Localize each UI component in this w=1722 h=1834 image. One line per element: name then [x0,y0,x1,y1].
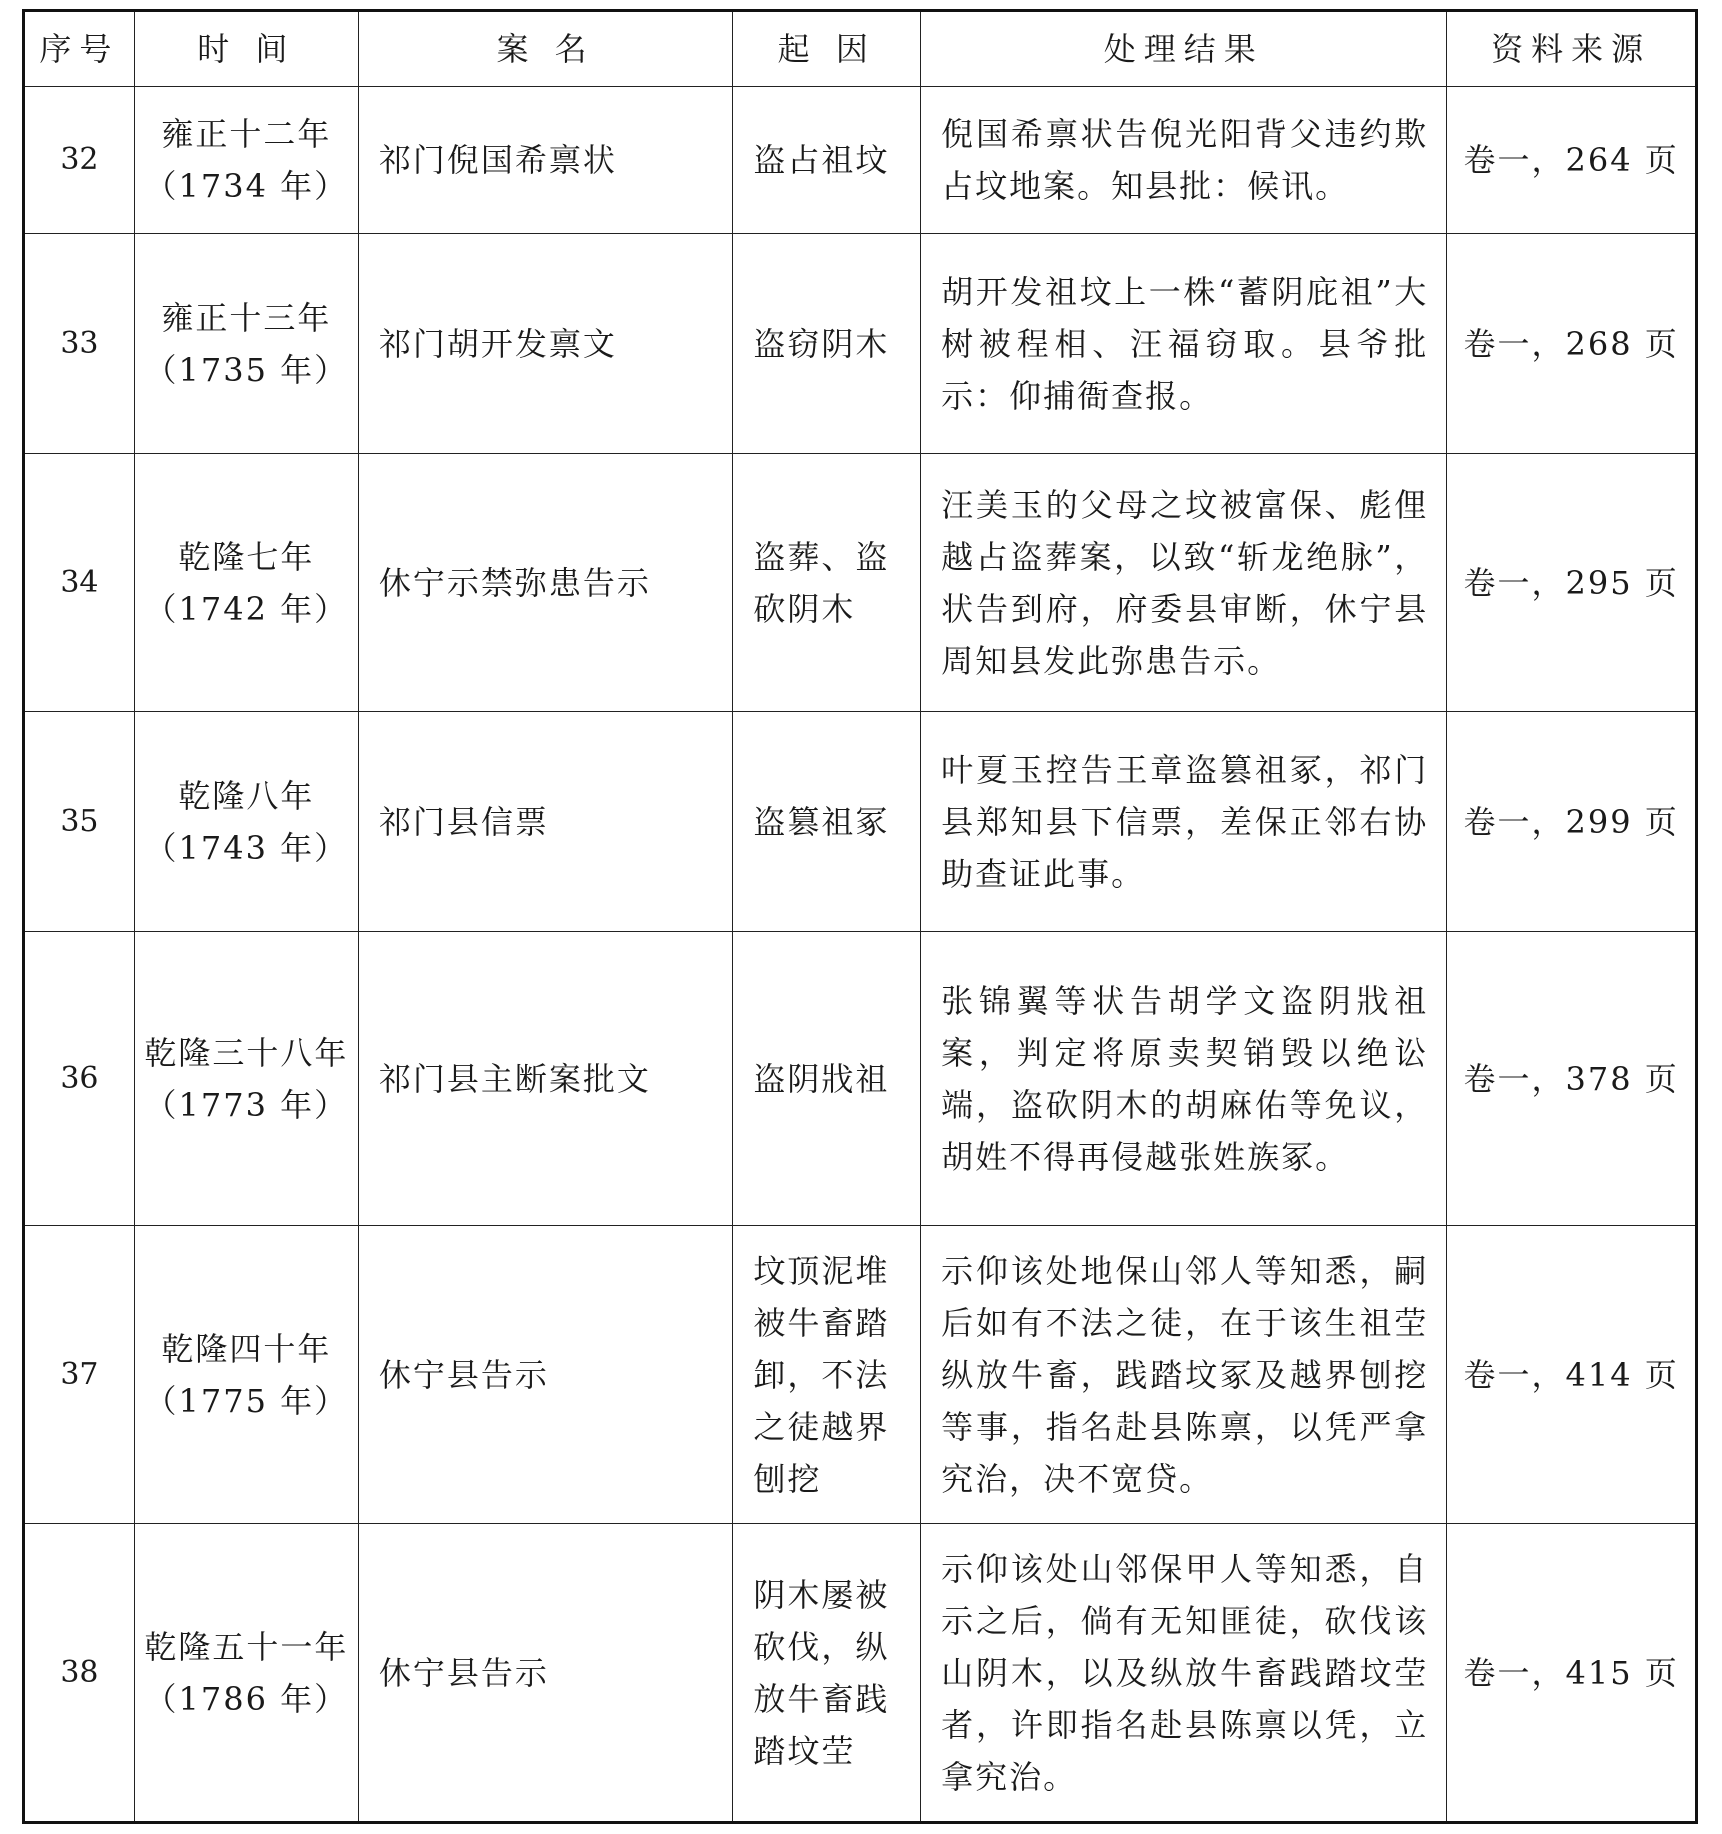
table-row [24,234,1697,454]
cell-result: 示仰该处山邻保甲人等知悉，自示之后，倘有无知匪徒，砍伐该山阴木，以及纵放牛畜践踏坟茔者，许即指名赴县陈禀以凭，立拿究治。 [921,1524,1447,1823]
cell-source: 卷一，414 页 [1447,1226,1697,1524]
table-row [24,454,1697,712]
cell-time: 乾隆四十年（1775 年） [134,1226,358,1524]
cell-source: 卷一，268 页 [1447,234,1697,454]
cell-no: 33 [24,234,135,454]
cell-result: 胡开发祖坟上一株“蓄阴庇祖”大树被程相、汪福窃取。县爷批示：仰捕衙查报。 [921,234,1447,454]
cell-source: 卷一，295 页 [1447,454,1697,712]
cell-source: 卷一，378 页 [1447,932,1697,1226]
cell-source: 卷一，264 页 [1447,87,1697,234]
cell-cause: 盗占祖坟 [733,87,921,234]
cell-case: 祁门倪国希禀状 [358,87,733,234]
table-row [24,932,1697,1226]
cell-cause: 盗篡祖冢 [733,712,921,932]
cell-case: 休宁县告示 [358,1226,733,1524]
table-row [24,1524,1697,1823]
cell-time: 乾隆五十一年（1786 年） [134,1524,358,1823]
header-cause: 起 因 [733,11,921,87]
header-result: 处理结果 [921,11,1447,87]
cell-result: 倪国希禀状告倪光阳背父违约欺占坟地案。知县批：候讯。 [921,87,1447,234]
header-no: 序号 [24,11,135,87]
cell-no: 35 [24,712,135,932]
header-case: 案 名 [358,11,733,87]
cell-time: 乾隆三十八年（1773 年） [134,932,358,1226]
cell-cause: 盗葬、盗砍阴木 [733,454,921,712]
cell-source: 卷一，415 页 [1447,1524,1697,1823]
cell-cause: 阴木屡被砍伐，纵放牛畜践踏坟茔 [733,1524,921,1823]
cell-no: 38 [24,1524,135,1823]
case-table [22,9,1698,1824]
cell-case: 休宁县告示 [358,1524,733,1823]
cell-source: 卷一，299 页 [1447,712,1697,932]
header-time: 时 间 [134,11,358,87]
cell-no: 36 [24,932,135,1226]
cell-time: 乾隆七年（1742 年） [134,454,358,712]
cell-result: 汪美玉的父母之坟被富保、彪俚越占盗葬案，以致“斩龙绝脉”，状告到府，府委县审断，休宁县周知县发此弥患告示。 [921,454,1447,712]
cell-time: 雍正十三年（1735 年） [134,234,358,454]
cell-case: 祁门胡开发禀文 [358,234,733,454]
cell-time: 乾隆八年（1743 年） [134,712,358,932]
table-row [24,712,1697,932]
cell-case: 祁门县主断案批文 [358,932,733,1226]
table-row [24,1226,1697,1524]
header-source: 资料来源 [1447,11,1697,87]
cell-no: 37 [24,1226,135,1524]
cell-no: 34 [24,454,135,712]
cell-cause: 盗阴戕祖 [733,932,921,1226]
cell-case: 祁门县信票 [358,712,733,932]
header-row [24,11,1697,87]
cell-result: 示仰该处地保山邻人等知悉，嗣后如有不法之徒，在于该生祖茔纵放牛畜，践踏坟冢及越界刨挖等事，指名赴县陈禀，以凭严拿究治，决不宽贷。 [921,1226,1447,1524]
cell-cause: 盗窃阴木 [733,234,921,454]
cell-case: 休宁示禁弥患告示 [358,454,733,712]
cell-result: 叶夏玉控告王章盗篡祖冢，祁门县郑知县下信票，差保正邻右协助查证此事。 [921,712,1447,932]
table-row [24,87,1697,234]
cell-time: 雍正十二年（1734 年） [134,87,358,234]
cell-result: 张锦翼等状告胡学文盗阴戕祖案，判定将原卖契销毁以绝讼端，盗砍阴木的胡麻佑等免议，胡姓不得再侵越张姓族冢。 [921,932,1447,1226]
cell-cause: 坟顶泥堆被牛畜踏卸，不法之徒越界刨挖 [733,1226,921,1524]
cell-no: 32 [24,87,135,234]
